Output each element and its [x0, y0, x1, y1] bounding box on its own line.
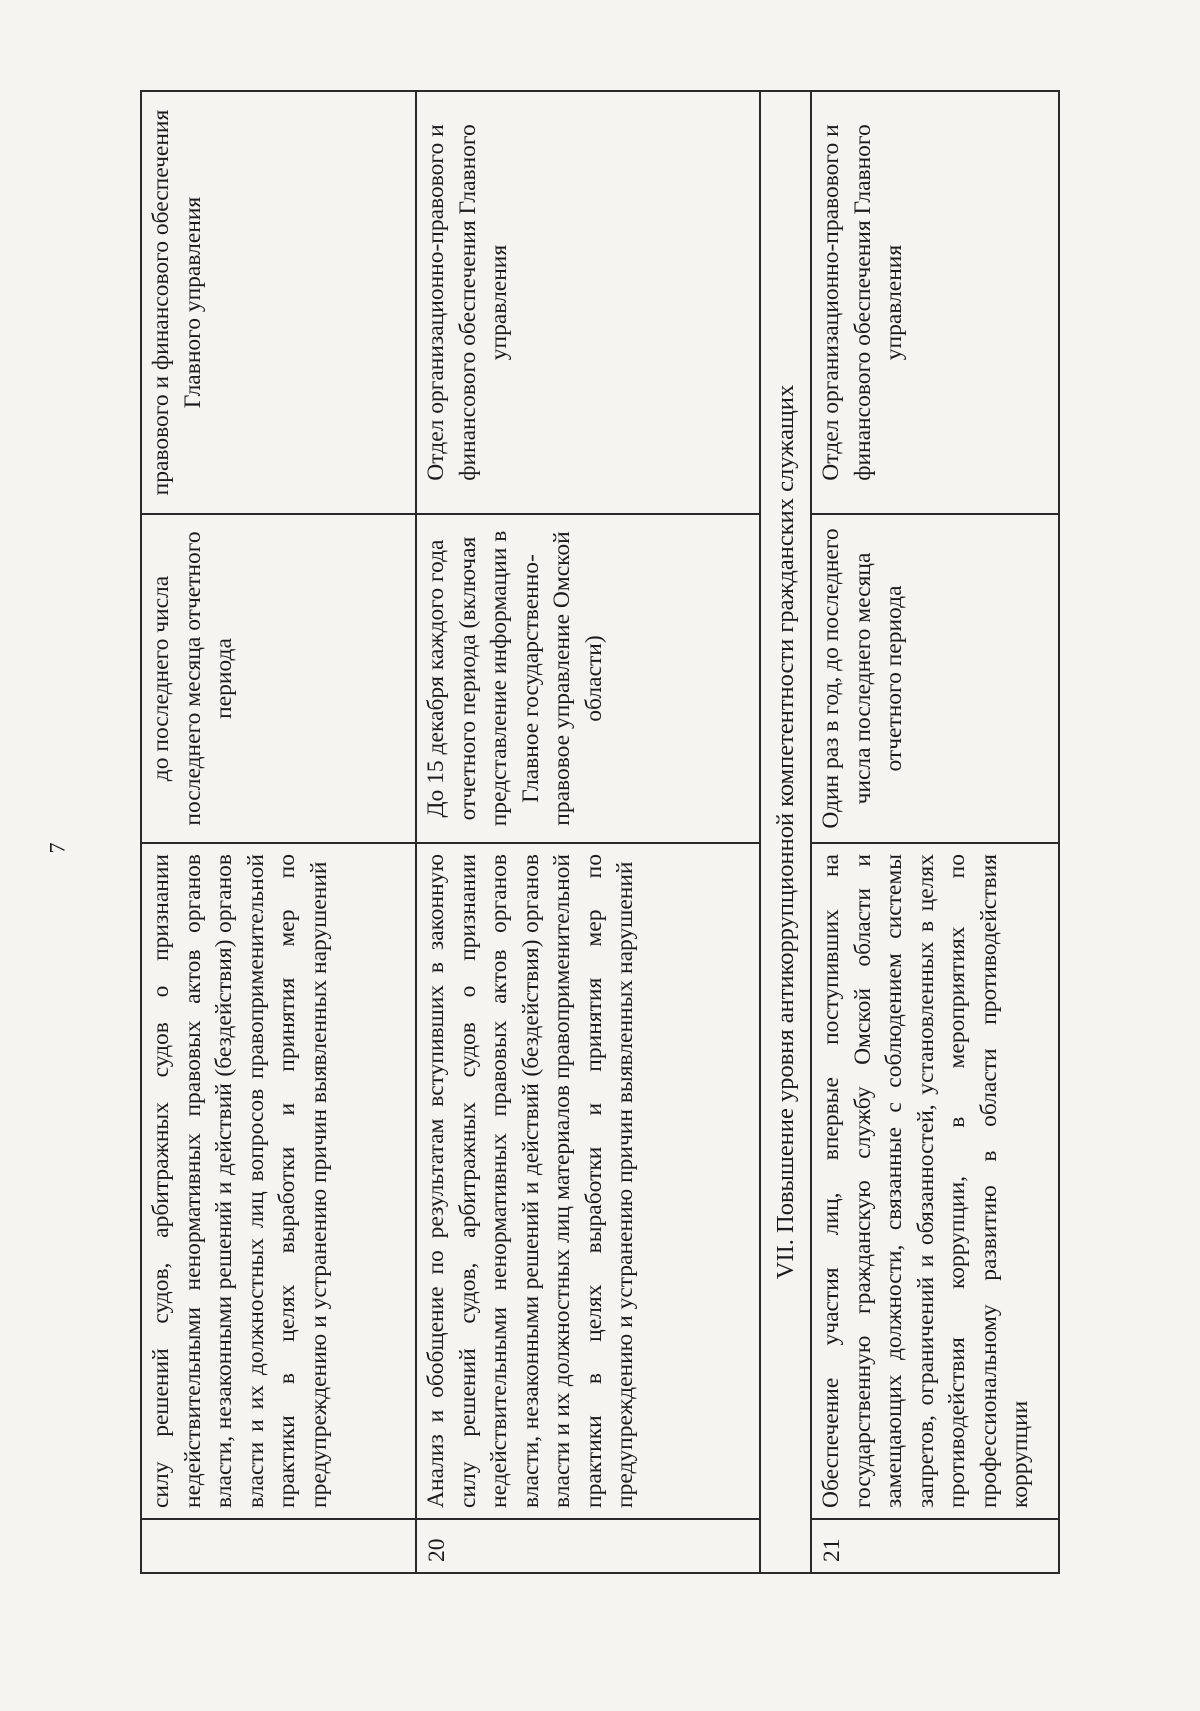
term-cell: Один раз в год, до последнего числа последнего месяца отчетного периода	[811, 514, 1059, 843]
responsible-cell: Отдел организационно-правового и финансового обеспечения Главного управления	[811, 91, 1059, 514]
action-cell: силу решений судов, арбитражных судов о признании недействительными ненормативных правовых актов органов власти, незаконными решений и действий (бездействия) органов власти и их должностных лиц вопросов правоприменительной практики в целях выработки и принятия мер по предупреждению и устранению причин выявленных нарушений	[141, 843, 416, 1519]
page-number: 7	[44, 842, 70, 854]
row-number	[141, 1519, 416, 1573]
action-cell: Анализ и обобщение по результатам вступивших в законную силу решений судов, арбитражных судов о признании недействительными ненормативных правовых актов органов власти, незаконными решений и действий (бездействия) органов власти и их должностных лиц материалов правоприменительной практики в целях выработки и принятия мер по предупреждению и устранению причин выявленных нарушений	[416, 843, 760, 1519]
term-cell: до последнего числа последнего месяца отчетного периода	[141, 514, 416, 843]
action-cell: Обеспечение участия лиц, впервые поступивших на государственную гражданскую службу Омской области и замещающих должности, связанные с соблюдением системы запретов, ограничений и обязанностей, установленных в целях противодействия коррупции, в мероприятиях по профессиональному развитию в области противодействия коррупции	[811, 843, 1059, 1519]
table-row	[141, 91, 416, 1573]
responsible-cell: правового и финансового обеспечения Главного управления	[141, 91, 416, 514]
table-row	[811, 91, 1059, 1573]
row-number: 21	[811, 1519, 1059, 1573]
responsible-cell: Отдел организационно-правового и финансового обеспечения Главного управления	[416, 91, 760, 514]
rotated-table-container	[140, 90, 1060, 1574]
term-cell: До 15 декабря каждого года отчетного периода (включая представление информации в Главное государственно-правовое управление Омской области)	[416, 514, 760, 843]
row-number: 20	[416, 1519, 760, 1573]
section-header-row	[760, 91, 812, 1573]
action-plan-table	[140, 90, 1060, 1574]
table-row	[416, 91, 760, 1573]
section-title: VII. Повышение уровня антикоррупционной компетентности гражданских служащих	[760, 91, 812, 1573]
